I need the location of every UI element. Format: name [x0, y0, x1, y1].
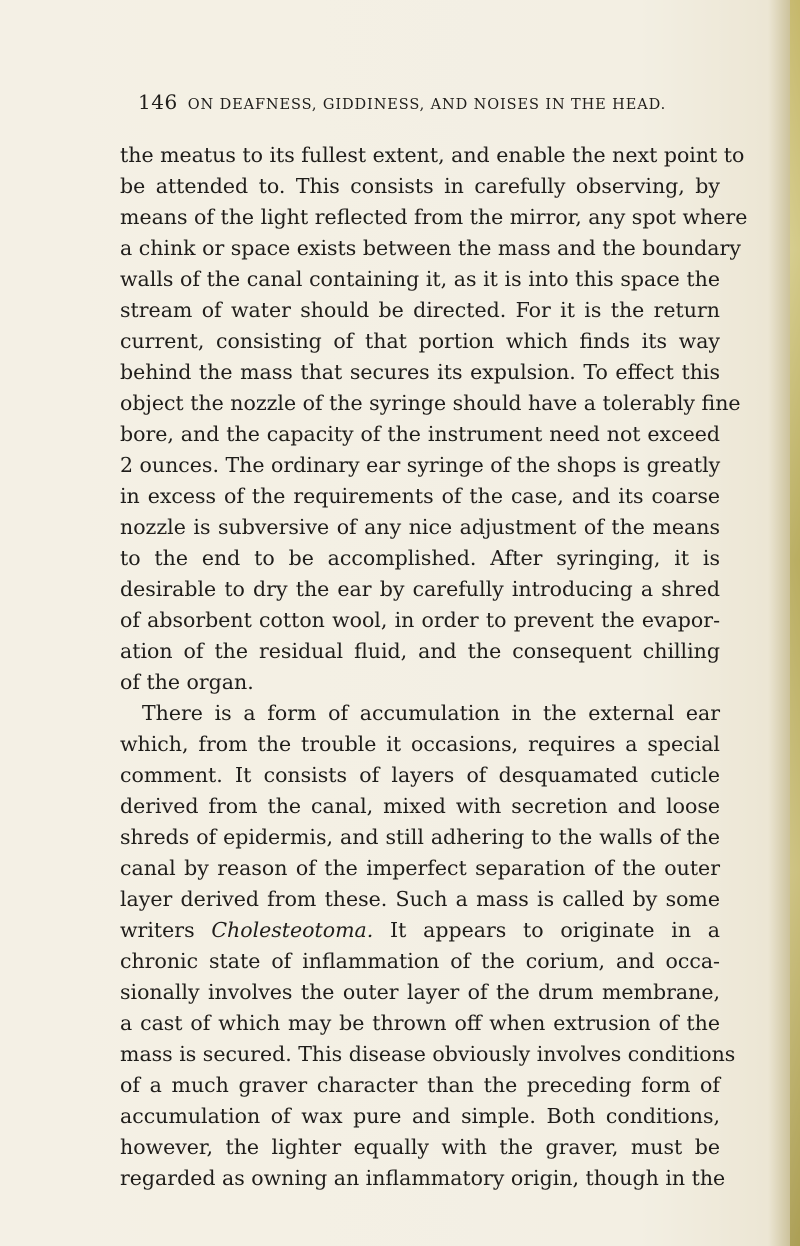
text-line: ation of the residual fluid, and the consequent chilling	[120, 639, 720, 663]
text-line: behind the mass that secures its expulsion. To effect this	[120, 360, 720, 384]
text-line: of a much graver character than the preceding form of	[120, 1073, 720, 1097]
text-line: a cast of which may be thrown off when extrusion of the	[120, 1011, 720, 1035]
text-line: chronic state of inflammation of the corium, and occa-	[120, 949, 720, 973]
text-line: however, the lighter equally with the graver, must be	[120, 1135, 720, 1159]
text-line: current, consisting of that portion which finds its way	[120, 329, 720, 353]
text-line: the meatus to its fullest extent, and enable the next point to	[120, 143, 745, 167]
text-line	[120, 915, 720, 946]
text-line: 2 ounces. The ordinary ear syringe of the shops is greatly	[120, 453, 721, 477]
page-number: 146	[138, 90, 178, 114]
text-fragment: It appears to originate in a	[373, 918, 721, 942]
text-line: a chink or space exists between the mass and the boundary	[120, 236, 741, 260]
text-line: which, from the trouble it occasions, requires a special	[120, 732, 720, 756]
text-line: stream of water should be directed. For it is the return	[120, 298, 720, 322]
text-line: mass is secured. This disease obviously involves conditions	[120, 1042, 736, 1066]
running-title: ON DEAFNESS, GIDDINESS, AND NOISES IN THE HEAD.	[187, 97, 667, 113]
text-line: to the end to be accomplished. After syringing, it is	[120, 546, 720, 570]
text-line: in excess of the requirements of the case, and its coarse	[120, 484, 720, 508]
text-line: canal by reason of the imperfect separation of the outer	[120, 856, 720, 880]
paragraph-start-line: There is a form of accumulation in the external ear	[142, 701, 720, 725]
text-line: bore, and the capacity of the instrument need not exceed	[120, 422, 720, 446]
text-line: comment. It consists of layers of desquamated cuticle	[120, 763, 720, 787]
text-line: means of the light reflected from the mirror, any spot where	[120, 205, 748, 229]
text-line: be attended to. This consists in carefully observing, by	[120, 174, 720, 198]
text-line: regarded as owning an inflammatory origin, though in the	[120, 1166, 726, 1190]
text-line: sionally involves the outer layer of the drum membrane,	[120, 980, 720, 1004]
text-line: of absorbent cotton wool, in order to prevent the evapor-	[120, 608, 720, 632]
text-line: walls of the canal containing it, as it is into this space the	[120, 267, 720, 291]
italic-term: Cholesteotoma.	[211, 918, 374, 942]
text-line: desirable to dry the ear by carefully introducing a shred	[120, 577, 720, 601]
text-fragment: writers	[120, 918, 212, 942]
text-line: nozzle is subversive of any nice adjustment of the means	[120, 515, 720, 539]
text-line: object the nozzle of the syringe should have a tolerably fine	[120, 391, 741, 415]
text-line: layer derived from these. Such a mass is called by some	[120, 887, 720, 911]
text-line: derived from the canal, mixed with secretion and loose	[120, 794, 720, 818]
text-line: of the organ.	[120, 670, 254, 694]
text-line: shreds of epidermis, and still adhering to the walls of the	[120, 825, 720, 849]
text-line: accumulation of wax pure and simple. Both conditions,	[120, 1104, 720, 1128]
